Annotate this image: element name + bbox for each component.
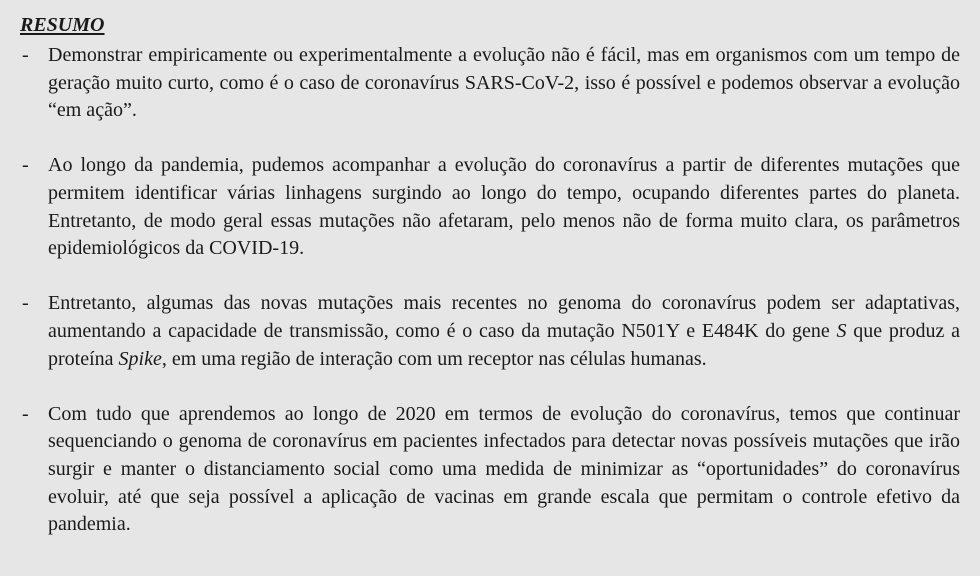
italic-term: S bbox=[836, 319, 847, 342]
bullet-dash: - bbox=[22, 154, 29, 177]
text-segment: Entretanto, algumas das novas mutações mais recentes no genoma do coronavírus podem ser adaptativas, aumentando a capacidade de transmissão, como é o caso da mutação N501Y e E484K do gene bbox=[48, 292, 960, 342]
bullet-text bbox=[48, 152, 960, 262]
bullet-dash: - bbox=[22, 292, 29, 315]
text-segment: Com tudo que aprendemos ao longo de 2020 em termos de evolução do coronavírus, temos que continuar sequenciando o genoma de coronavírus em pacientes infectados para detectar novas possíveis mutações que irão surgir e manter o distanciamento social como uma medida de minimizar as “oportunidades” do coronavírus evoluir, até que seja possível a aplicação de vacinas em grande escala que permitam o controle efetivo da pandemia. bbox=[48, 402, 960, 536]
bullet-item bbox=[20, 401, 960, 539]
bullet-text bbox=[48, 401, 960, 539]
bullet-list bbox=[20, 42, 960, 539]
text-segment: , em uma região de interação com um receptor nas células humanas. bbox=[161, 347, 707, 370]
text-segment: Demonstrar empiricamente ou experimentalmente a evolução não é fácil, mas em organismos com um tempo de geração muito curto, como é o caso de coronavírus SARS-CoV-2, isso é possível e podemos observar a evolução “em ação”. bbox=[48, 44, 960, 122]
bullet-dash: - bbox=[22, 402, 29, 425]
bullet-item bbox=[20, 290, 960, 373]
bullet-item bbox=[20, 42, 960, 125]
section-title: RESUMO bbox=[20, 14, 105, 36]
italic-term: Spike bbox=[118, 347, 162, 370]
bullet-text bbox=[48, 290, 960, 373]
text-segment: Ao longo da pandemia, pudemos acompanhar a evolução do coronavírus a partir de diferentes mutações que permitem identificar várias linhagens surgindo ao longo do tempo, ocupando diferentes partes do planeta. Entretanto, de modo geral essas mutações não afetaram, pelo menos não de forma muito clara, os parâmetros epidemiológicos da COVID-19. bbox=[48, 154, 960, 260]
bullet-text bbox=[48, 42, 960, 125]
text-segment: que produz a proteína bbox=[48, 319, 960, 370]
bullet-item bbox=[20, 152, 960, 262]
bullet-dash: - bbox=[22, 44, 29, 66]
